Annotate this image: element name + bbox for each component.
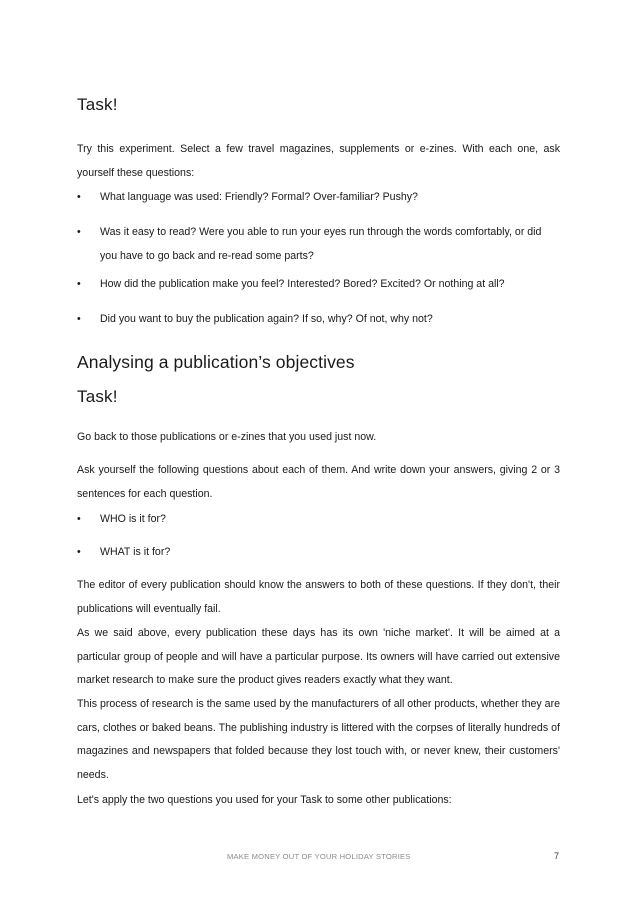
bullet-icon: • [77,278,81,290]
task-heading: Task! [77,95,118,114]
list-item-text: Did you want to buy the publication again? If so, why? Of not, why not? [100,313,433,325]
paragraph: Let's apply the two questions you used for your Task to some other publications: [77,794,452,806]
bullet-icon: • [77,191,81,203]
paragraph: Go back to those publications or e-zines that you used just now. [77,431,377,443]
list-item-text: How did the publication make you feel? Interested? Bored? Excited? Or nothing at all? [100,278,505,290]
bullet-icon: • [77,226,81,238]
list-item-text: Was it easy to read? Were you able to run your eyes run through the words comfortably, or did you have to go back and re-read some parts? [100,226,542,262]
list-item-text: WHO is it for? [100,513,166,525]
footer-title: MAKE MONEY OUT OF YOUR HOLIDAY STORIES [227,852,411,861]
paragraph: The editor of every publication should know the answers to both of these questions. If they don't, their publications will eventually fail. [77,579,560,615]
section-heading: Analysing a publication’s objectives [77,352,355,372]
paragraph: This process of research is the same used by the manufacturers of all other products, whether they are cars, clothes or baked beans. The publishing industry is littered with the corpses of literally hundreds of magazines and newspapers that folded because they lost touch with, or never knew, their customers' needs. [77,698,560,781]
paragraph: Ask yourself the following questions about each of them. And write down your answers, giving 2 or 3 sentences for each question. [77,464,560,500]
intro-paragraph: Try this experiment. Select a few travel magazines, supplements or e-zines. With each one, ask yourself these questions: [77,143,560,179]
bullet-icon: • [77,546,81,558]
list-item-text: What language was used: Friendly? Formal? Over-familiar? Pushy? [100,191,418,203]
page-number: 7 [554,851,560,861]
bullet-icon: • [77,313,81,325]
list-item-text: WHAT is it for? [100,546,171,558]
paragraph: As we said above, every publication these days has its own 'niche market'. It will be aimed at a particular group of people and will have a particular purpose. Its owners will have carried out extensive market research to make sure the product gives readers exactly what they want. [77,627,560,686]
bullet-icon: • [77,513,81,525]
task-heading: Task! [77,387,118,406]
